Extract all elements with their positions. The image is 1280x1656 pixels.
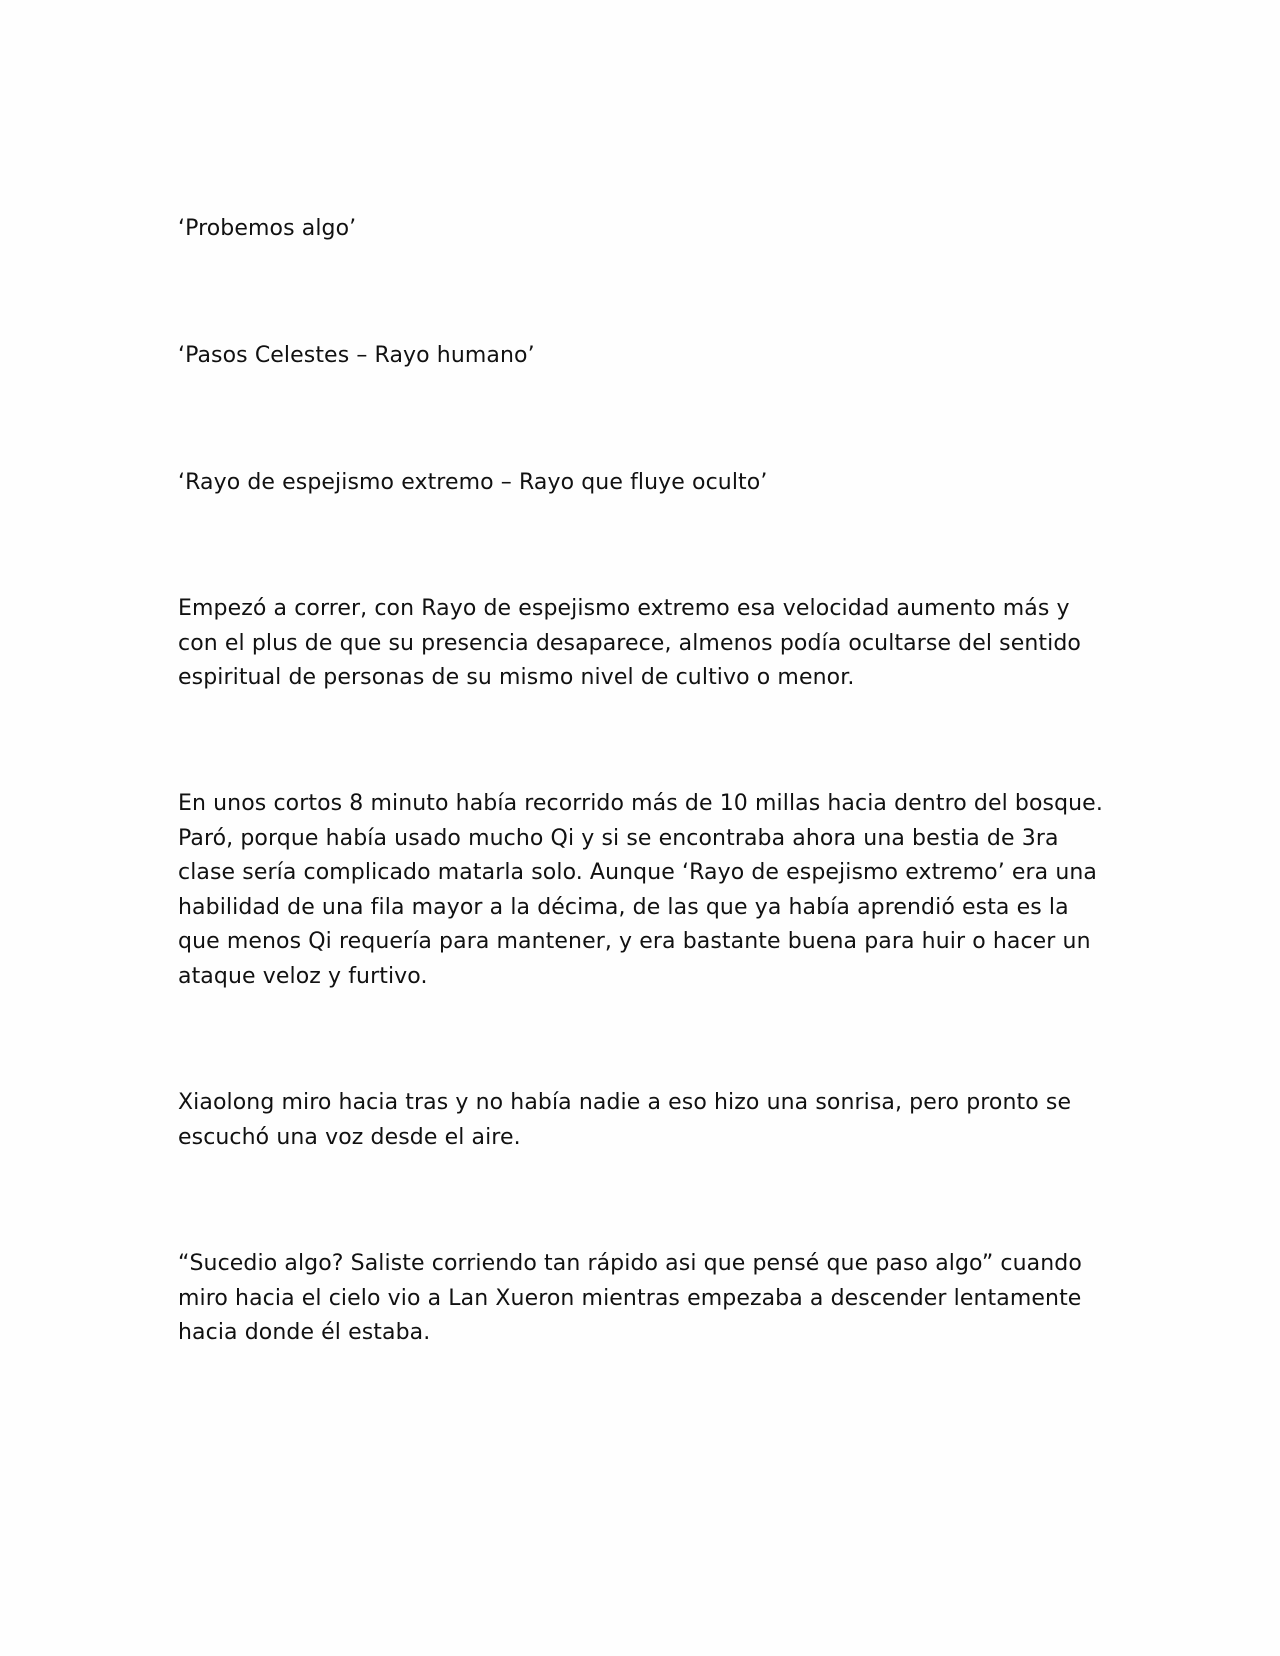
paragraph-probemos-algo: ‘Probemos algo’: [178, 216, 357, 241]
paragraph-pasos-celestes: ‘Pasos Celestes – Rayo humano’: [178, 343, 535, 368]
paragraph-en-unos-cortos: En unos cortos 8 minuto había recorrido más de 10 millas hacia dentro del bosque. Paró, porque había usado mucho Qi y si se encontraba ahora una bestia de 3ra clase sería complicado matarla solo. Aunque ‘Rayo de espejismo extremo’ era una habilidad de una fila mayor a la décima, de las que ya había aprendió esta es la que menos Qi requería para mantener, y era bastante buena para huir o hacer un ataque veloz y furtivo.: [178, 791, 1103, 989]
paragraph-rayo-de-espejismo: ‘Rayo de espejismo extremo – Rayo que fluye oculto’: [178, 470, 768, 495]
paragraph-sucedio-algo: “Sucedio algo? Saliste corriendo tan rápido asi que pensé que paso algo” cuando miro hacia el cielo vio a Lan Xueron mientras empezaba a descender lentamente hacia donde él estaba.: [178, 1251, 1082, 1345]
paragraph-empezo-a-correr: Empezó a correr, con Rayo de espejismo extremo esa velocidad aumento más y con el plus de que su presencia desaparece, almenos podía ocultarse del sentido espiritual de personas de su mismo nivel de cultivo o menor.: [178, 596, 1081, 690]
paragraph-xiaolong-miro: Xiaolong miro hacia tras y no había nadie a eso hizo una sonrisa, pero pronto se escuchó una voz desde el aire.: [178, 1090, 1072, 1150]
